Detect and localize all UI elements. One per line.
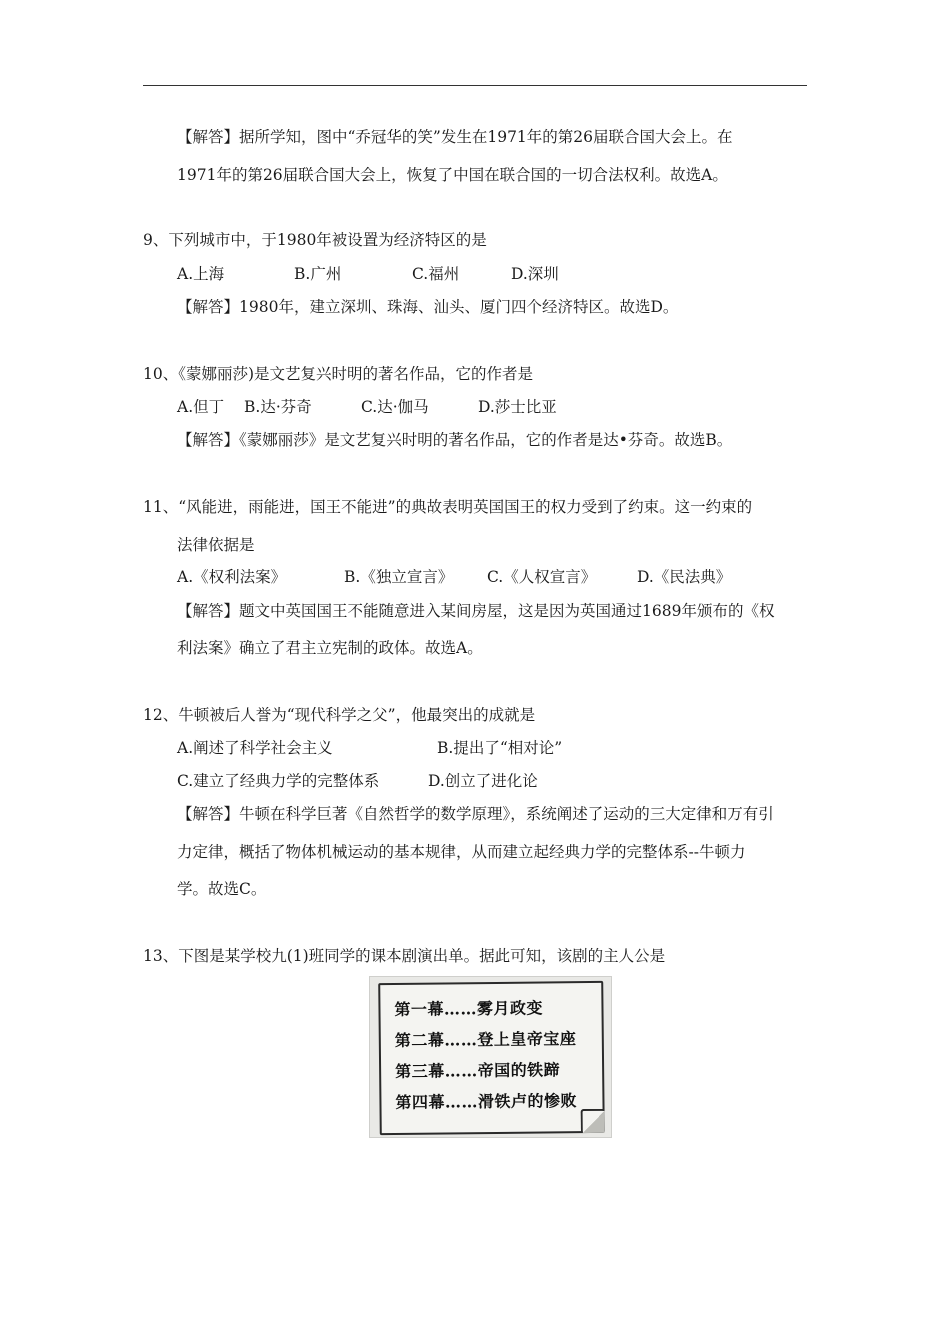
q10-option-b: B.达·芬奇	[244, 398, 312, 416]
q8-answer-line-2: 1971年的第26届联合国大会上，恢复了中国在联合国的一切合法权利。故选A。	[177, 166, 728, 184]
q9-option-c: C.福州	[412, 265, 460, 283]
q10-option-a: A.但丁	[177, 398, 225, 416]
q9-option-d: D.深圳	[511, 265, 559, 283]
q12-stem: 12、牛顿被后人誉为“现代科学之父”，他最突出的成就是	[143, 706, 536, 724]
playbill-act-2: 第二幕……登上皇帝宝座	[394, 1029, 577, 1051]
q12-answer-line-2: 力定律，概括了物体机械运动的基本规律，从而建立起经典力学的完整体系--牛顿力	[177, 843, 746, 861]
q9-option-a: A.上海	[177, 265, 225, 283]
q9-stem: 9、下列城市中，于1980年被设置为经济特区的是	[143, 231, 487, 249]
q12-option-d: D.创立了进化论	[428, 772, 538, 790]
q11-answer-line-1: 【解答】题文中英国国王不能随意进入某间房屋，这是因为英国通过1689年颁布的《权	[177, 602, 775, 620]
q9-option-b: B.广州	[294, 265, 342, 283]
q10-answer: 【解答】《蒙娜丽莎》是文艺复兴时明的著名作品，它的作者是达•芬奇。故选B。	[177, 431, 733, 449]
q11-option-b: B.《独立宣言》	[344, 568, 454, 586]
q11-stem-line-1: 11、“风能进，雨能进，国王不能进”的典故表明英国国王的权力受到了约束。这一约束的	[143, 498, 753, 516]
q11-answer-line-2: 利法案》确立了君主立宪制的政体。故选A。	[177, 639, 483, 657]
q12-answer-line-1: 【解答】牛顿在科学巨著《自然哲学的数学原理》，系统阐述了运动的三大定律和万有引	[177, 805, 774, 823]
header-rule	[143, 85, 807, 86]
q8-answer-line-1: 【解答】据所学知，图中“乔冠华的笑”发生在1971年的第26届联合国大会上。在	[177, 128, 733, 146]
q10-option-c: C.达·伽马	[361, 398, 429, 416]
q11-option-c: C.《人权宣言》	[487, 568, 597, 586]
q10-option-d: D.莎士比亚	[478, 398, 557, 416]
playbill-frame	[378, 981, 605, 1135]
q10-stem: 10、《蒙娜丽莎)是文艺复兴时明的著名作品，它的作者是	[143, 365, 534, 383]
q9-answer: 【解答】1980年，建立深圳、珠海、汕头、厦门四个经济特区。故选D。	[177, 298, 679, 316]
q11-option-a: A.《权利法案》	[177, 568, 287, 586]
q12-option-a: A.阐述了科学社会主义	[177, 739, 333, 757]
playbill-act-3: 第三幕……帝国的铁蹄	[395, 1060, 561, 1082]
q11-stem-line-2: 法律依据是	[177, 536, 255, 554]
q12-option-b: B.提出了“相对论”	[437, 739, 563, 757]
q11-option-d: D.《民法典》	[637, 568, 732, 586]
q12-option-c: C.建立了经典力学的完整体系	[177, 772, 380, 790]
q13-stem: 13、下图是某学校九(1)班同学的课本剧演出单。据此可知，该剧的主人公是	[143, 947, 666, 965]
q12-answer-line-3: 学。故选C。	[177, 880, 267, 898]
playbill-image	[369, 976, 612, 1138]
playbill-act-4: 第四幕……滑铁卢的惨败	[395, 1091, 578, 1113]
playbill-act-1: 第一幕……雾月政变	[394, 998, 544, 1020]
playbill-folded-corner	[581, 1109, 605, 1133]
